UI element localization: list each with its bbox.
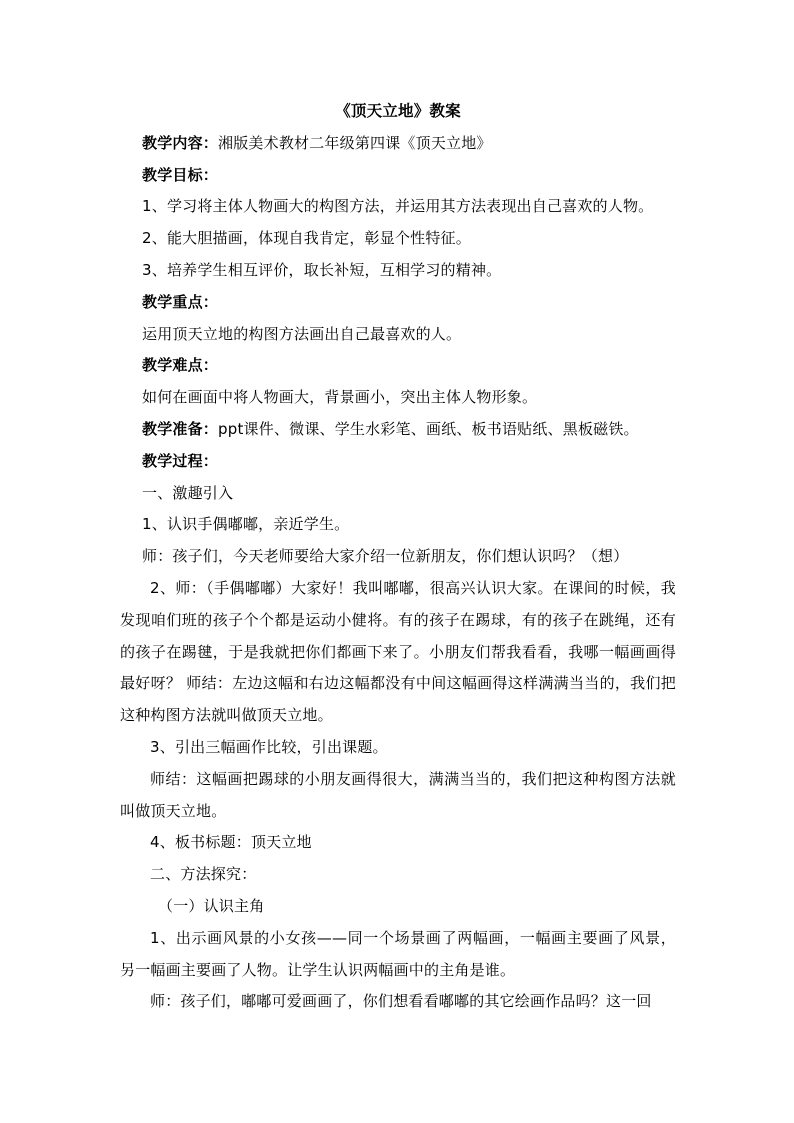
list-item: 4、板书标题：顶天立地 [150,833,312,852]
difficulty-heading: 教学难点： [142,356,219,375]
preparation-line [120,414,676,446]
difficulty-text: 如何在画面中将人物画大，背景画小，突出主体人物形象。 [142,388,538,407]
document-title: 《顶天立地》教案 [335,102,461,120]
objectives-heading: 教学目标： [142,165,219,184]
list-item: 1、认识手偶嘟嘟，亲近学生。 [142,515,350,534]
section-heading: 二、方法探究： [150,865,257,884]
key-points-heading: 教学重点： [142,292,219,311]
process-heading: 教学过程： [142,451,219,470]
teaching-content-label: 教学内容： [142,133,219,152]
paragraph: 1、出示画风景的小女孩——同一个场景画了两幅画，一幅画主要画了风景，另一幅画主要画了人物。让学生认识两幅画中的主角是谁。 [120,928,676,979]
objective-item: 2、能大胆描画，体现自我肯定，彰显个性特征。 [142,229,471,248]
teaching-content-text: 湘版美术教材二年级第四课《顶天立地》 [218,133,492,152]
subsection-heading: （一）认识主角 [158,896,265,915]
teaching-content-line [120,128,676,160]
list-item: 3、引出三幅画作比较，引出课题。 [150,737,388,756]
paragraph: 师结：这幅画把踢球的小朋友画得很大，满满当当的，我们把这种构图方法就叫做顶天立地。 [120,769,676,820]
preparation-label: 教学准备： [142,419,219,438]
objective-item: 3、培养学生相互评价，取长补短，互相学习的精神。 [142,260,502,279]
section-heading: 一、激趣引入 [142,483,234,502]
objective-item: 1、学习将主体人物画大的构图方法，并运用其方法表现出自己喜欢的人物。 [142,197,654,216]
paragraph: 师：孩子们，嘟嘟可爱画画了，你们想看看嘟嘟的其它绘画作品吗？这一回 [150,992,652,1011]
paragraph: 2、师：（手偶嘟嘟）大家好！我叫嘟嘟，很高兴认识大家。在课间的时候，我发现咱们班的孩子个个都是运动小健将。有的孩子在踢球，有的孩子在跳绳，还有的孩子在踢毽，于是我就把你们都画下来了。小朋友们帮我看看，我哪一幅画画得最好呀？ 师结：左边这幅和右边这幅都没有中间这幅画得这样满满当当的，我们把这种构图方法就叫做顶天立地。 [120,578,676,725]
preparation-text: ppt课件、微课、学生水彩笔、画纸、板书语贴纸、黑板磁铁。 [218,419,639,438]
teacher-line: 师：孩子们，今天老师要给大家介绍一位新朋友，你们想认识吗？（想） [142,547,629,566]
document-body [120,96,676,1018]
key-points-text: 运用顶天立地的构图方法画出自己最喜欢的人。 [142,324,462,343]
